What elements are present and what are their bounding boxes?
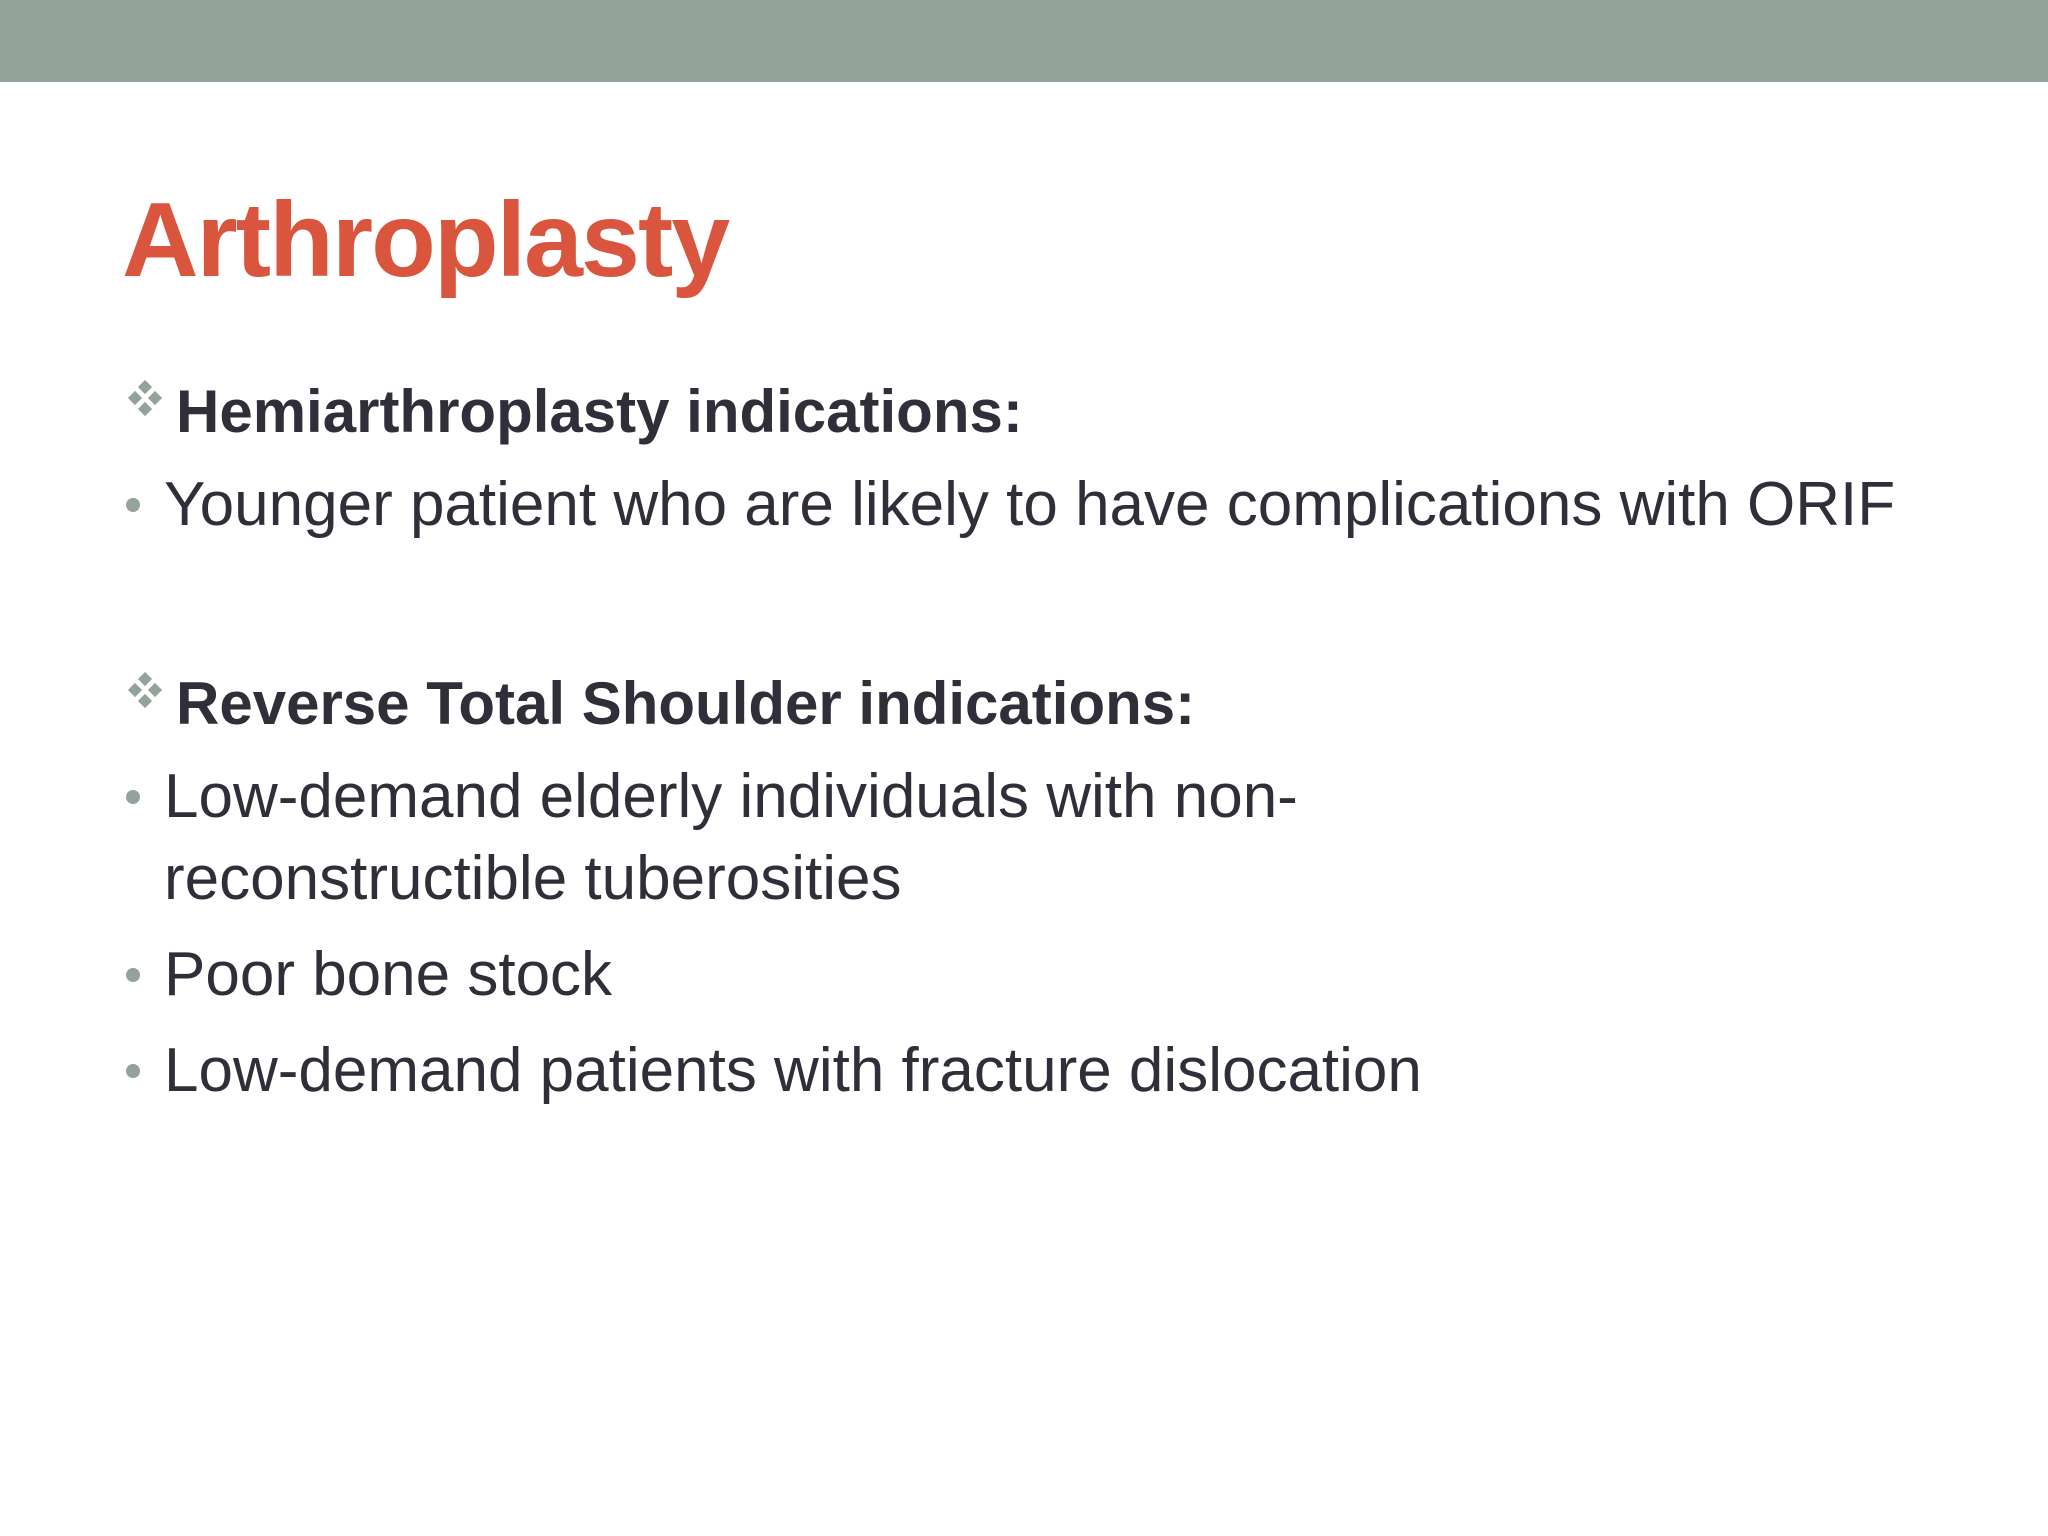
list-item-text: Younger patient who are likely to have complications with ORIF xyxy=(164,470,1896,539)
slide-body xyxy=(126,372,1926,1112)
four-diamond-icon xyxy=(126,380,166,424)
list-item xyxy=(126,464,1926,546)
list-item-text: Poor bone stock xyxy=(164,940,613,1009)
dot-icon xyxy=(126,790,140,804)
section-heading-hemiarthroplasty xyxy=(126,372,1926,452)
slide-title: Arthroplasty xyxy=(122,181,729,299)
list-item xyxy=(126,934,1926,1016)
list-item-text: Low-demand patients with fracture dislocation xyxy=(164,1036,1422,1105)
section-heading-reverse-total-shoulder xyxy=(126,664,1926,744)
top-color-band xyxy=(0,0,2048,82)
list-item-text: Low-demand elderly individuals with non-reconstructible tuberosities xyxy=(164,762,1298,913)
list-item xyxy=(126,756,1504,920)
dot-icon xyxy=(126,1064,140,1078)
section-heading-text: Hemiarthroplasty indications: xyxy=(176,378,1023,445)
four-diamond-icon xyxy=(126,672,166,716)
section-heading-text: Reverse Total Shoulder indications: xyxy=(176,670,1196,737)
dot-icon xyxy=(126,498,140,512)
dot-icon xyxy=(126,968,140,982)
list-item xyxy=(126,1030,1926,1112)
